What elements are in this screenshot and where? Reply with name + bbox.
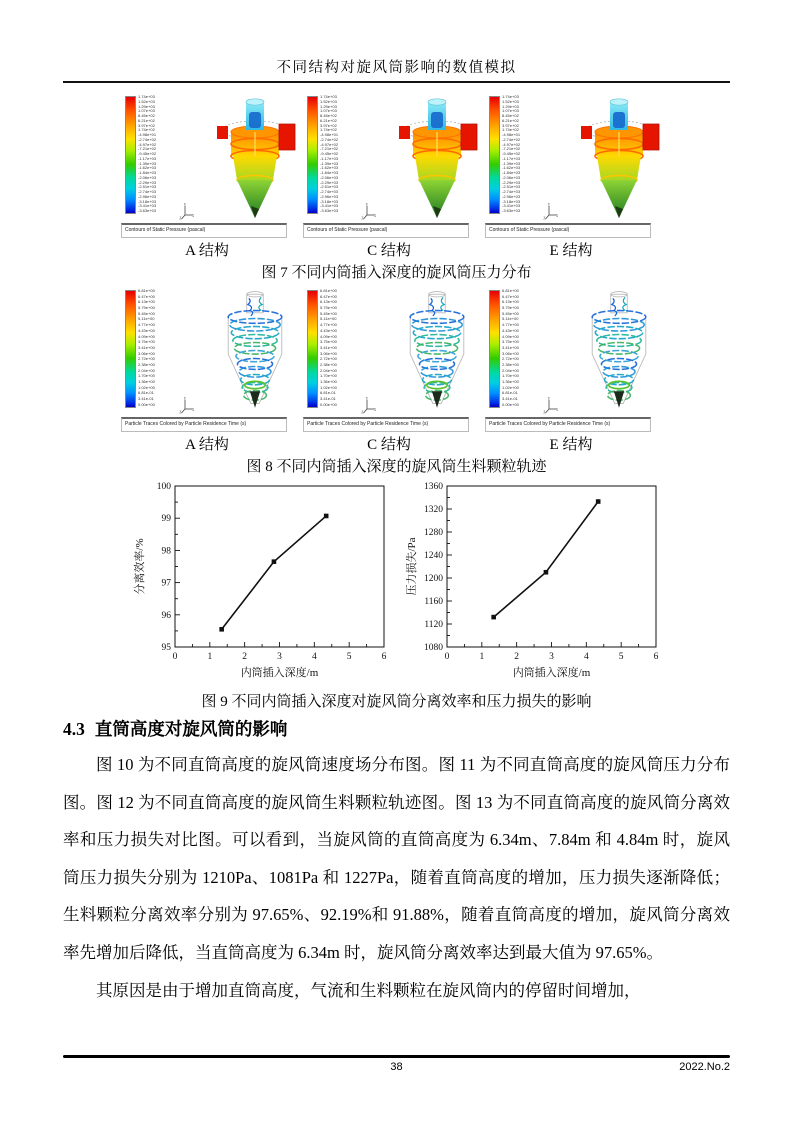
colorbar-tick-label: -7.21e+02 bbox=[320, 146, 339, 152]
colorbar-tick-label: -4.98e+01 bbox=[138, 132, 157, 137]
colorbar-tick-label: 3.75e+00 bbox=[320, 339, 337, 345]
colorbar-tick-label: 1.36e+00 bbox=[320, 379, 337, 384]
colorbar-tick-label: 6.81e-01 bbox=[138, 390, 154, 396]
footer-issue: 2022.No.2 bbox=[679, 1061, 730, 1073]
colorbar-tick-label: -3.63e+03 bbox=[320, 208, 339, 213]
colorbar-tick-label: 1.02e+00 bbox=[502, 384, 519, 390]
colorbar-tick-label: 5.45e+00 bbox=[138, 310, 155, 316]
colorbar-tick-label: 5.45e+00 bbox=[502, 310, 519, 316]
axis-triad-icon bbox=[179, 203, 194, 220]
colorbar-tick-label: 2.04e+00 bbox=[320, 367, 337, 373]
colorbar-tick-label: -2.74e+02 bbox=[138, 136, 157, 142]
colorbar-tick-label: 6.47e+00 bbox=[502, 293, 519, 299]
colorbar-tick-label: -3.18e+03 bbox=[138, 198, 157, 204]
colorbar-tick-label: 2.38e+00 bbox=[320, 361, 337, 367]
figure7-panels-row bbox=[63, 92, 730, 238]
structure-label: A 结构 bbox=[185, 437, 229, 453]
svg-text:X: X bbox=[191, 408, 194, 413]
colorbar-tick-label: 6.81e+00 bbox=[502, 288, 519, 293]
svg-text:97: 97 bbox=[161, 578, 171, 589]
colorbar-tick-label: 2.38e+00 bbox=[138, 361, 155, 367]
colorbar-tick-label: 6.81e+00 bbox=[320, 288, 337, 293]
svg-text:5: 5 bbox=[618, 652, 624, 662]
colorbar-tick-label: -2.74e+02 bbox=[320, 136, 339, 142]
svg-text:6: 6 bbox=[381, 652, 387, 662]
colorbar-tick-label: 2.04e+00 bbox=[502, 367, 519, 373]
section-number: 4.3 bbox=[63, 719, 85, 739]
colorbar-tick-label: -1.62e+03 bbox=[138, 165, 157, 171]
colorbar-tick-label: 6.13e+00 bbox=[320, 299, 337, 305]
colorbar-tick-label: 1.74e+02 bbox=[138, 127, 155, 133]
cfd-panel bbox=[121, 286, 293, 432]
colorbar-tick-label: 1.52e+03 bbox=[502, 98, 519, 104]
colorbar-tick-label: 6.47e+00 bbox=[320, 293, 337, 299]
colorbar-tick-label: -3.18e+03 bbox=[502, 198, 521, 204]
colorbar-tick-label: -1.84e+03 bbox=[502, 170, 521, 175]
colorbar-tick-label: 1.74e+02 bbox=[320, 127, 337, 133]
colorbar-tick-label: 1.74e+03 bbox=[320, 94, 337, 99]
colorbar-tick-label: 5.11e+00 bbox=[320, 316, 337, 322]
colorbar-tick-label: -4.97e+02 bbox=[138, 141, 157, 147]
cfd-panel bbox=[121, 92, 293, 238]
axis-triad-icon bbox=[543, 203, 558, 220]
colorbar-tick-label: 1.29e+03 bbox=[138, 103, 155, 109]
colorbar-tick-label: 0.00e+00 bbox=[502, 401, 519, 407]
colorbar-tick-label: -1.17e+03 bbox=[138, 155, 157, 161]
page-header-title: 不同结构对旋风筒影响的数值模拟 bbox=[276, 60, 517, 76]
colorbar-tick-label: 1.36e+00 bbox=[138, 379, 155, 384]
colorbar-tick-label: -9.45e+02 bbox=[320, 151, 339, 156]
cfd-panel bbox=[303, 92, 475, 238]
structure-label: A 结构 bbox=[185, 243, 229, 259]
colorbar-tick-label: -7.21e+02 bbox=[502, 146, 521, 152]
colorbar-tick-label: 1.52e+03 bbox=[320, 98, 337, 104]
colorbar-tick-label: 3.06e+00 bbox=[138, 350, 155, 356]
colorbar-tick-label: -7.21e+02 bbox=[138, 146, 157, 152]
colorbar-tick-label: 6.47e+00 bbox=[138, 293, 155, 299]
colorbar-tick-label: 5.79e+00 bbox=[502, 305, 519, 311]
colorbar-tick-label: 2.38e+00 bbox=[502, 361, 519, 367]
colorbar-tick-label: -9.45e+02 bbox=[138, 151, 157, 156]
colorbar-tick-label: -2.06e+03 bbox=[138, 174, 157, 180]
colorbar-tick-label: -3.63e+03 bbox=[502, 208, 521, 213]
colorbar-tick-label: 8.45e+02 bbox=[138, 113, 155, 118]
colorbar-tick-label: 6.21e+02 bbox=[502, 117, 519, 123]
svg-text:1200: 1200 bbox=[424, 574, 443, 584]
axis-triad-icon bbox=[179, 397, 194, 414]
footer-rule bbox=[63, 1055, 730, 1058]
paragraph: 其原因是由于增加直筒高度，气流和生料颗粒在旋风筒内的停留时间增加， bbox=[96, 980, 641, 1000]
colorbar-tick-label: 1.07e+03 bbox=[320, 108, 337, 114]
colorbar-tick-label: 4.43e+00 bbox=[502, 327, 519, 333]
colorbar-labels bbox=[502, 289, 519, 407]
svg-text:Y: Y bbox=[365, 397, 369, 401]
svg-text:1240: 1240 bbox=[424, 551, 443, 561]
colorbar-tick-label: -2.74e+03 bbox=[502, 189, 521, 194]
svg-text:Z: Z bbox=[179, 410, 182, 414]
colorbar-tick-label: 2.72e+00 bbox=[502, 356, 519, 362]
panel-status-text: Contours of Static Pressure (pascal) bbox=[121, 223, 287, 238]
body-text bbox=[63, 746, 730, 1009]
svg-text:5: 5 bbox=[346, 652, 352, 662]
svg-text:1160: 1160 bbox=[424, 597, 443, 607]
svg-text:分离效率/%: 分离效率/% bbox=[134, 538, 146, 595]
axis-triad-icon bbox=[361, 203, 376, 220]
colorbar-tick-label: 4.09e+00 bbox=[320, 333, 337, 339]
colorbar-tick-label: -2.74e+02 bbox=[502, 136, 521, 142]
svg-text:2: 2 bbox=[242, 652, 248, 662]
colorbar-tick-label: -9.45e+02 bbox=[502, 151, 521, 156]
footer-page-number: 38 bbox=[390, 1061, 403, 1073]
colorbar-tick-label: 4.43e+00 bbox=[320, 327, 337, 333]
colorbar-tick-label: 0.00e+00 bbox=[138, 401, 155, 407]
colorbar-tick-label: 8.45e+02 bbox=[502, 113, 519, 118]
svg-text:1120: 1120 bbox=[424, 620, 443, 630]
svg-text:100: 100 bbox=[156, 482, 171, 492]
panel-status-text: Particle Traces Colored by Particle Residence Time (s) bbox=[303, 417, 469, 432]
colorbar-tick-label: 3.41e-01 bbox=[502, 396, 518, 402]
svg-text:1080: 1080 bbox=[424, 643, 443, 653]
colorbar-tick-label: 1.70e+00 bbox=[320, 373, 337, 379]
colorbar-tick-label: 5.11e+00 bbox=[138, 316, 155, 322]
colorbar-tick-label: 4.09e+00 bbox=[138, 333, 155, 339]
colorbar-tick-label: 1.02e+00 bbox=[138, 384, 155, 390]
colorbar-labels bbox=[320, 95, 338, 213]
colorbar-tick-label: -2.06e+03 bbox=[502, 174, 521, 180]
colorbar-tick-label: 3.97e+02 bbox=[502, 122, 519, 128]
colorbar-tick-label: 4.09e+00 bbox=[502, 333, 519, 339]
svg-text:Y: Y bbox=[365, 203, 369, 207]
svg-text:3: 3 bbox=[277, 652, 282, 662]
colorbar-tick-label: 1.74e+03 bbox=[138, 94, 155, 99]
figure7-caption: 图 7 不同内筒插入深度的旋风筒压力分布 bbox=[261, 265, 532, 281]
colorbar-tick-label: 1.29e+03 bbox=[502, 103, 519, 109]
colorbar-tick-label: 6.21e+02 bbox=[138, 117, 155, 123]
svg-text:Z: Z bbox=[543, 410, 546, 414]
colorbar-tick-label: 5.79e+00 bbox=[320, 305, 337, 311]
cyclone-pressure-render bbox=[205, 92, 305, 224]
colorbar-tick-label: 2.04e+00 bbox=[138, 367, 155, 373]
structure-label: E 结构 bbox=[549, 243, 593, 259]
svg-text:X: X bbox=[555, 408, 558, 413]
svg-text:1360: 1360 bbox=[424, 482, 443, 492]
colorbar-tick-label: -4.98e+01 bbox=[320, 132, 339, 137]
colorbar-tick-label: -1.17e+03 bbox=[502, 155, 521, 161]
colorbar-tick-label: -3.18e+03 bbox=[320, 198, 339, 204]
svg-text:X: X bbox=[191, 214, 194, 219]
colorbar-tick-label: -1.62e+03 bbox=[502, 165, 521, 171]
colorbar-tick-label: -1.39e+03 bbox=[138, 160, 157, 166]
panel-status-text: Contours of Static Pressure (pascal) bbox=[485, 223, 651, 238]
colorbar-tick-label: 1.02e+00 bbox=[320, 384, 337, 390]
structure-label: C 结构 bbox=[367, 437, 411, 453]
colorbar-tick-label: 6.13e+00 bbox=[138, 299, 155, 305]
figure9-charts-row bbox=[63, 477, 730, 683]
section-title: 直筒高度对旋风筒的影响 bbox=[94, 719, 288, 739]
colorbar-tick-label: -2.51e+03 bbox=[320, 184, 339, 190]
axis-triad-icon bbox=[543, 397, 558, 414]
colorbar-labels bbox=[138, 95, 156, 213]
svg-text:X: X bbox=[555, 214, 558, 219]
colorbar-tick-label: 1.52e+03 bbox=[138, 98, 155, 104]
colorbar-tick-label: -1.39e+03 bbox=[320, 160, 339, 166]
colorbar-tick-label: 6.81e+00 bbox=[138, 288, 155, 293]
colorbar-tick-label: 8.45e+02 bbox=[320, 113, 337, 118]
colorbar-tick-label: 5.45e+00 bbox=[320, 310, 337, 316]
colorbar-tick-label: 4.77e+00 bbox=[138, 322, 155, 328]
cyclone-pressure-render bbox=[569, 92, 669, 224]
colorbar-tick-label: -1.84e+03 bbox=[138, 170, 157, 175]
chart-pressure-loss bbox=[403, 477, 669, 683]
svg-text:95: 95 bbox=[161, 643, 171, 653]
svg-text:Y: Y bbox=[183, 203, 187, 207]
colorbar-tick-label: 6.81e-01 bbox=[320, 390, 336, 396]
svg-text:压力损失/Pa: 压力损失/Pa bbox=[406, 537, 418, 596]
svg-text:Y: Y bbox=[547, 203, 551, 207]
colorbar-tick-label: 2.72e+00 bbox=[138, 356, 155, 362]
svg-text:96: 96 bbox=[161, 610, 171, 621]
svg-text:1: 1 bbox=[207, 652, 213, 662]
cyclone-particle-traces-render bbox=[205, 286, 305, 418]
colorbar-tick-label: 1.07e+03 bbox=[502, 108, 519, 114]
svg-text:4: 4 bbox=[311, 652, 317, 662]
cfd-panel bbox=[303, 286, 475, 432]
colorbar-gradient bbox=[125, 290, 136, 408]
colorbar-tick-label: -2.29e+03 bbox=[320, 179, 339, 185]
cyclone-particle-traces-render bbox=[569, 286, 669, 418]
svg-text:2: 2 bbox=[514, 652, 520, 662]
colorbar-tick-label: -2.29e+03 bbox=[138, 179, 157, 185]
section-heading bbox=[63, 716, 287, 741]
figure8-panels-row bbox=[63, 286, 730, 432]
colorbar-tick-label: -2.06e+03 bbox=[320, 174, 339, 180]
colorbar-tick-label: -2.74e+03 bbox=[138, 189, 157, 194]
structure-label: C 结构 bbox=[367, 243, 411, 259]
svg-text:内筒插入深度/m: 内筒插入深度/m bbox=[240, 667, 319, 679]
cyclone-pressure-render bbox=[387, 92, 487, 224]
panel-status-text: Particle Traces Colored by Particle Residence Time (s) bbox=[121, 417, 287, 432]
svg-text:X: X bbox=[373, 408, 376, 413]
colorbar-tick-label: 1.74e+02 bbox=[502, 127, 519, 133]
colorbar-labels bbox=[320, 289, 337, 407]
colorbar-tick-label: -2.51e+03 bbox=[138, 184, 157, 190]
svg-text:0: 0 bbox=[444, 652, 450, 662]
chart-separation-efficiency bbox=[131, 477, 397, 683]
colorbar-tick-label: 4.43e+00 bbox=[138, 327, 155, 333]
colorbar-tick-label: 1.70e+00 bbox=[138, 373, 155, 379]
colorbar-tick-label: 3.41e-01 bbox=[320, 396, 336, 402]
colorbar-tick-label: -1.39e+03 bbox=[502, 160, 521, 166]
colorbar-tick-label: 1.36e+00 bbox=[502, 379, 519, 384]
colorbar-tick-label: 4.77e+00 bbox=[320, 322, 337, 328]
svg-text:3: 3 bbox=[549, 652, 554, 662]
svg-text:Z: Z bbox=[361, 216, 364, 220]
colorbar-tick-label: 3.41e-01 bbox=[138, 396, 154, 402]
figure8-structure-labels bbox=[63, 433, 730, 454]
colorbar-tick-label: -1.84e+03 bbox=[320, 170, 339, 175]
colorbar-tick-label: 1.07e+03 bbox=[138, 108, 155, 114]
figure7-structure-labels bbox=[63, 239, 730, 260]
colorbar-tick-label: 1.29e+03 bbox=[320, 103, 337, 109]
colorbar-gradient bbox=[307, 290, 318, 408]
svg-text:4: 4 bbox=[583, 652, 589, 662]
figure8-caption: 图 8 不同内筒插入深度的旋风筒生料颗粒轨迹 bbox=[246, 459, 547, 475]
svg-text:1280: 1280 bbox=[424, 528, 443, 538]
colorbar-tick-label: -4.97e+02 bbox=[320, 141, 339, 147]
colorbar-tick-label: 5.11e+00 bbox=[502, 316, 519, 322]
colorbar-tick-label: 3.06e+00 bbox=[320, 350, 337, 356]
colorbar-tick-label: -2.74e+03 bbox=[320, 189, 339, 194]
colorbar-tick-label: -2.96e+03 bbox=[320, 193, 339, 199]
colorbar-tick-label: 1.74e+03 bbox=[502, 94, 519, 99]
colorbar-tick-label: -1.62e+03 bbox=[320, 165, 339, 171]
colorbar-tick-label: -3.41e+03 bbox=[138, 203, 157, 209]
colorbar-tick-label: -4.98e+01 bbox=[502, 132, 521, 137]
svg-text:98: 98 bbox=[161, 546, 171, 557]
svg-text:99: 99 bbox=[161, 514, 171, 525]
colorbar-tick-label: 4.77e+00 bbox=[502, 322, 519, 328]
svg-text:Z: Z bbox=[543, 216, 546, 220]
svg-text:X: X bbox=[373, 214, 376, 219]
colorbar-tick-label: 0.00e+00 bbox=[320, 401, 337, 407]
colorbar-tick-label: 3.75e+00 bbox=[138, 339, 155, 345]
colorbar-tick-label: 5.79e+00 bbox=[138, 305, 155, 311]
colorbar-tick-label: 2.72e+00 bbox=[320, 356, 337, 362]
colorbar-tick-label: 3.41e+00 bbox=[138, 344, 155, 350]
colorbar-tick-label: 3.97e+02 bbox=[320, 122, 337, 128]
figure9-caption: 图 9 不同内筒插入深度对旋风筒分离效率和压力损失的影响 bbox=[201, 694, 592, 710]
colorbar-tick-label: -1.17e+03 bbox=[320, 155, 339, 161]
colorbar-labels bbox=[502, 95, 520, 213]
colorbar-tick-label: 3.75e+00 bbox=[502, 339, 519, 345]
colorbar-tick-label: 3.41e+00 bbox=[502, 344, 519, 350]
svg-text:Z: Z bbox=[179, 216, 182, 220]
colorbar-gradient bbox=[307, 96, 318, 214]
svg-text:Y: Y bbox=[547, 397, 551, 401]
axis-triad-icon bbox=[361, 397, 376, 414]
svg-text:0: 0 bbox=[172, 652, 178, 662]
colorbar-gradient bbox=[489, 96, 500, 214]
colorbar-tick-label: -3.63e+03 bbox=[138, 208, 157, 213]
cfd-panel bbox=[485, 92, 657, 238]
colorbar-tick-label: -4.97e+02 bbox=[502, 141, 521, 147]
paragraph: 图 10 为不同直筒高度的旋风筒速度场分布图。图 11 为不同直筒高度的旋风筒压力分布图。图 12 为不同直筒高度的旋风筒生料颗粒轨迹图。图 13 为不同直筒高度的旋风筒分离效率和压力损失对比图。可以看到，当旋风筒的直筒高度为 6.34m、7.84m 和 4.84m 时，旋风筒压力损失分别为 1210Pa、1081Pa 和 1227Pa，随着直筒高度的增加，压力损失逐渐降低；生料颗粒分离效率分别为 97.65%、92.19%和 91.88%，随着直筒高度的增加，旋风筒分离效率先增加后降低，当直筒高度为 6.34m 时，旋风筒分离效率达到最大值为 97.65%。 bbox=[63, 755, 730, 962]
cfd-panel bbox=[485, 286, 657, 432]
header-rule bbox=[63, 81, 730, 83]
svg-text:Y: Y bbox=[183, 397, 187, 401]
svg-text:内筒插入深度/m: 内筒插入深度/m bbox=[512, 667, 591, 679]
structure-label: E 结构 bbox=[549, 437, 593, 453]
colorbar-tick-label: 3.41e+00 bbox=[320, 344, 337, 350]
colorbar-labels bbox=[138, 289, 155, 407]
panel-status-text: Particle Traces Colored by Particle Residence Time (s) bbox=[485, 417, 651, 432]
colorbar-gradient bbox=[125, 96, 136, 214]
colorbar-tick-label: -3.41e+03 bbox=[502, 203, 521, 209]
colorbar-tick-label: 1.70e+00 bbox=[502, 373, 519, 379]
svg-text:1: 1 bbox=[479, 652, 485, 662]
svg-text:1320: 1320 bbox=[424, 505, 443, 515]
svg-text:6: 6 bbox=[653, 652, 659, 662]
panel-status-text: Contours of Static Pressure (pascal) bbox=[303, 223, 469, 238]
colorbar-tick-label: 6.13e+00 bbox=[502, 299, 519, 305]
svg-text:Z: Z bbox=[361, 410, 364, 414]
colorbar-tick-label: 3.06e+00 bbox=[502, 350, 519, 356]
colorbar-tick-label: 6.81e-01 bbox=[502, 390, 518, 396]
colorbar-gradient bbox=[489, 290, 500, 408]
colorbar-tick-label: -2.51e+03 bbox=[502, 184, 521, 190]
colorbar-tick-label: -2.96e+03 bbox=[502, 193, 521, 199]
cyclone-particle-traces-render bbox=[387, 286, 487, 418]
colorbar-tick-label: -2.29e+03 bbox=[502, 179, 521, 185]
colorbar-tick-label: 3.97e+02 bbox=[138, 122, 155, 128]
colorbar-tick-label: -3.41e+03 bbox=[320, 203, 339, 209]
colorbar-tick-label: 6.21e+02 bbox=[320, 117, 337, 123]
colorbar-tick-label: -2.96e+03 bbox=[138, 193, 157, 199]
